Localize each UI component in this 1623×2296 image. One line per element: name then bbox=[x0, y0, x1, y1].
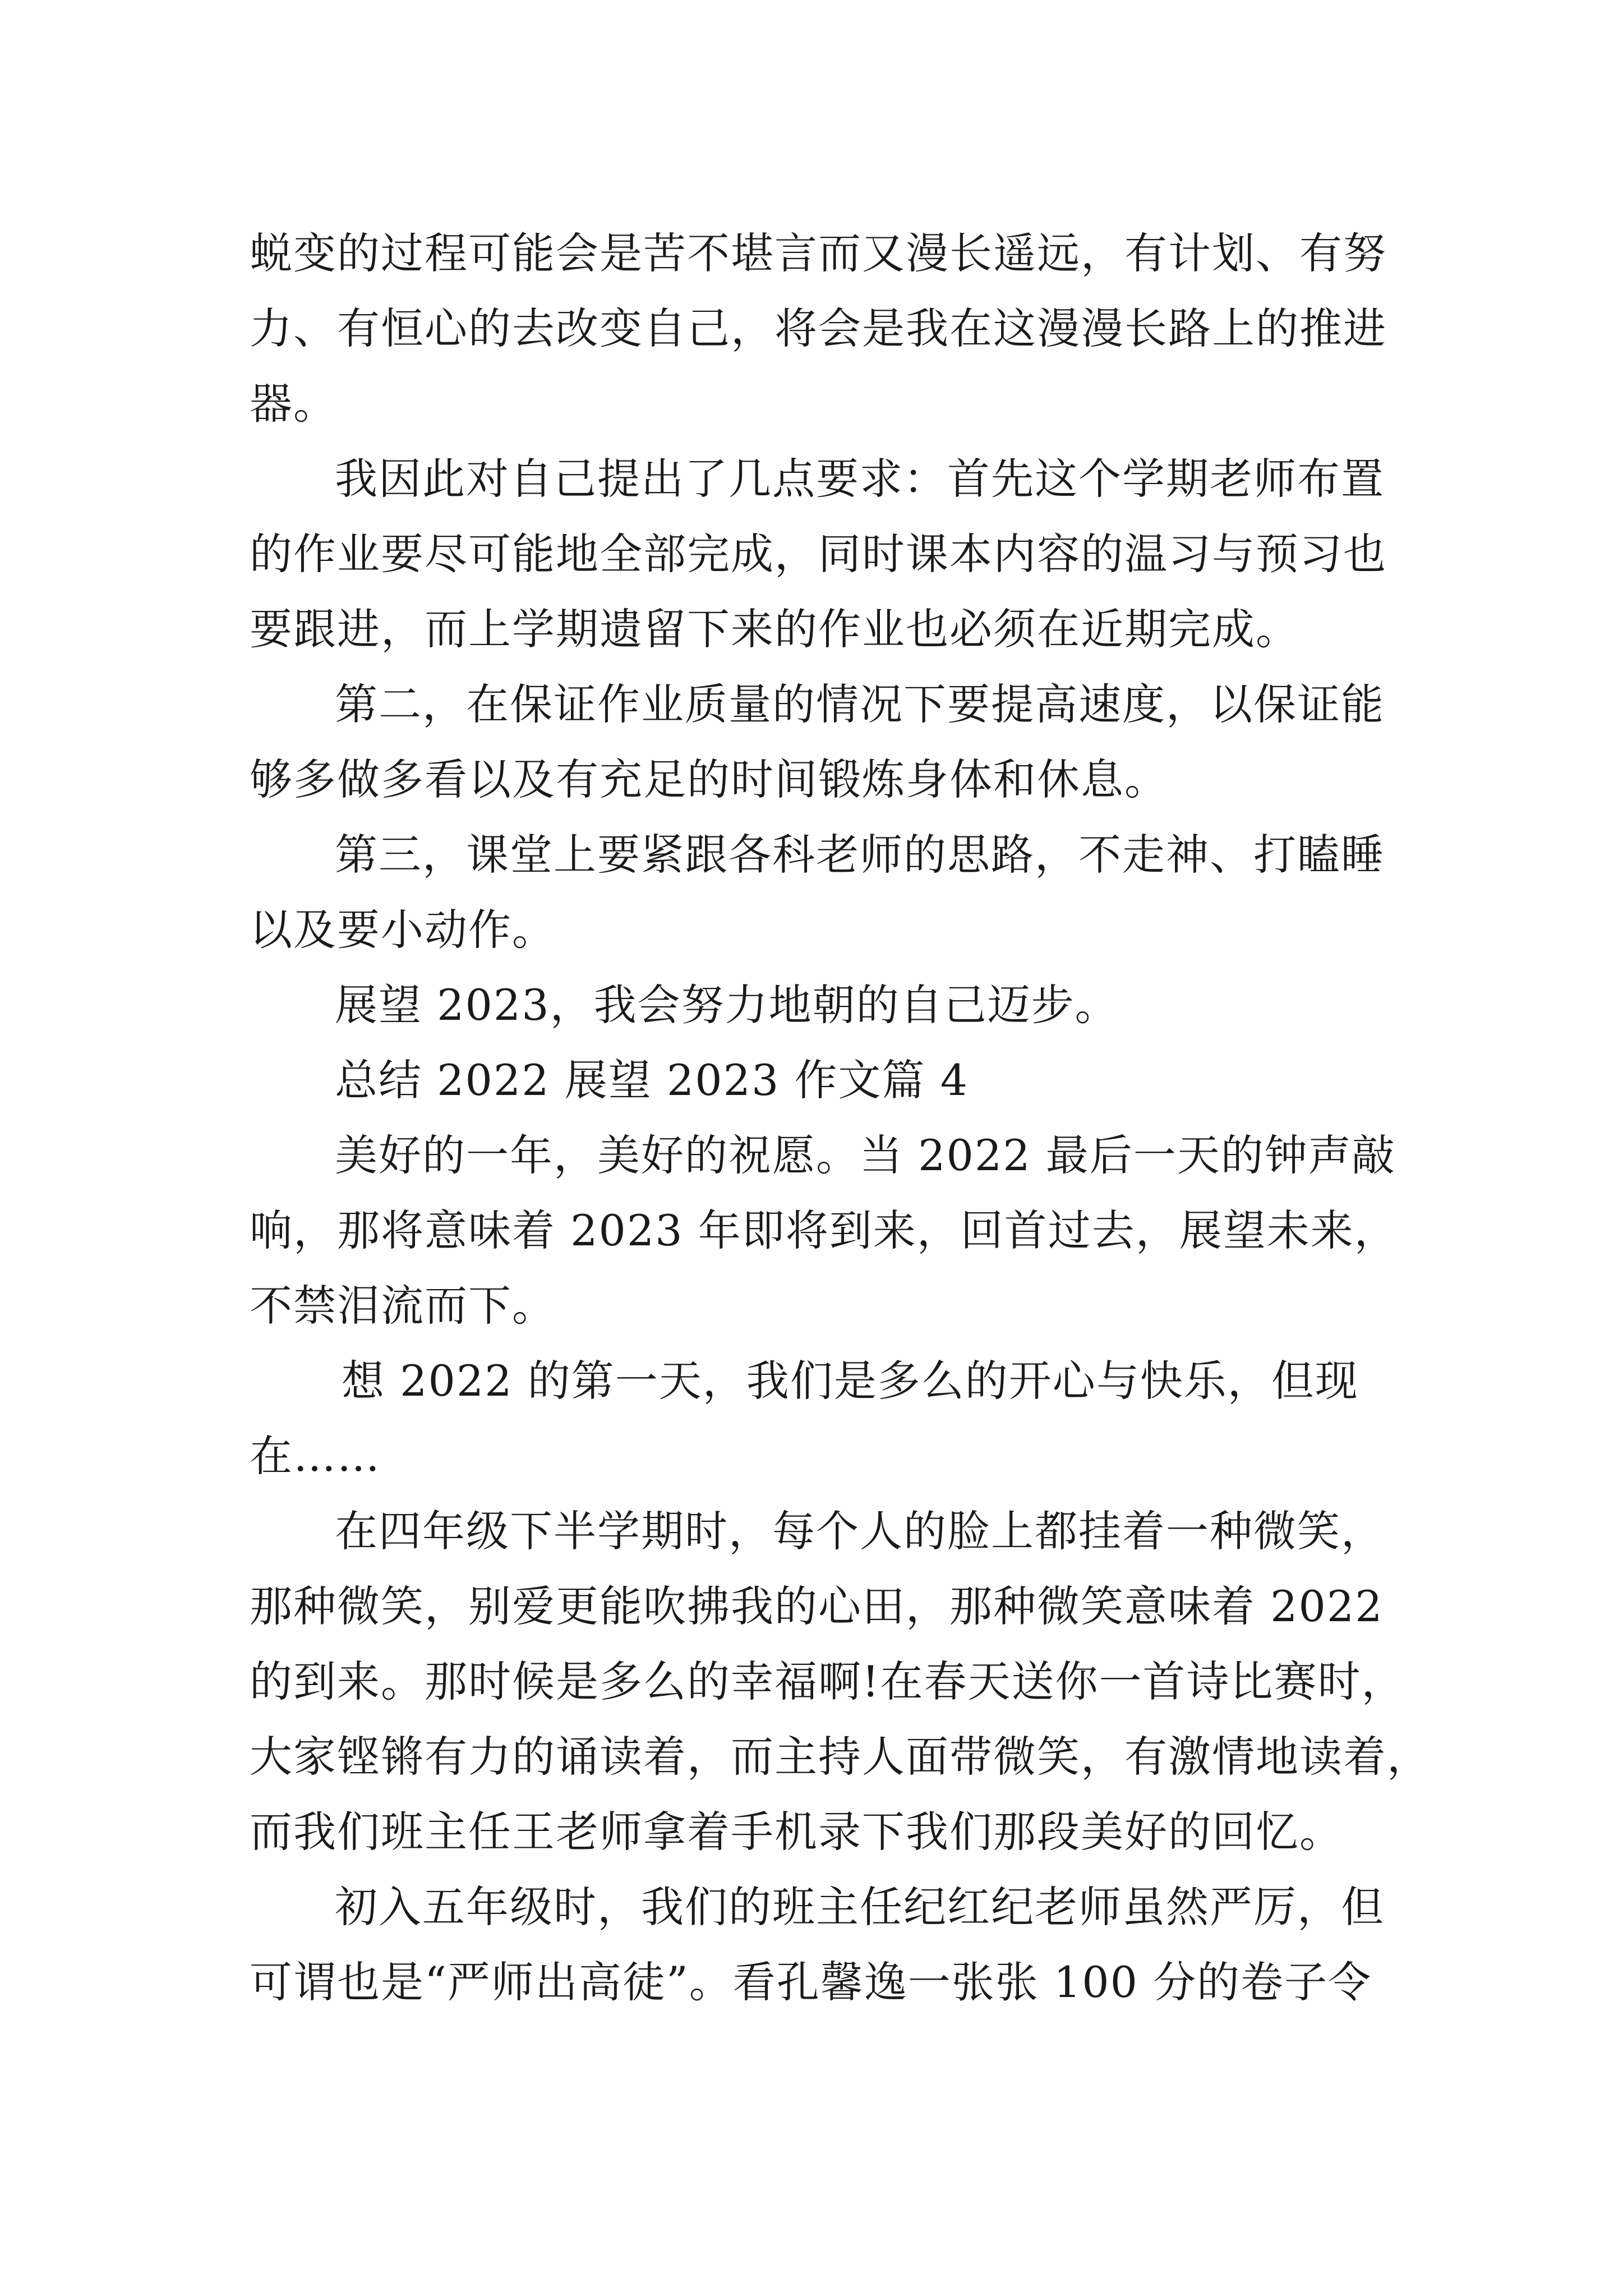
text-line: 在…… bbox=[250, 1431, 381, 1481]
document-body bbox=[250, 216, 1431, 2020]
text-line: 展望 2023，我会努力地朝的自己迈步。 bbox=[335, 980, 1119, 1030]
text-line: 第三，课堂上要紧跟各科老师的思路，不走神、打瞌睡 bbox=[335, 830, 1385, 880]
text-line: 想 2022 的第一天，我们是多么的开心与快乐，但现 bbox=[342, 1356, 1359, 1406]
text-line: 蜕变的过程可能会是苦不堪言而又漫长遥远，有计划、有努 bbox=[250, 228, 1387, 278]
text-line: 的作业要尽可能地全部完成，同时课本内容的温习与预习也 bbox=[250, 529, 1387, 579]
section-heading: 总结 2022 展望 2023 作文篇 4 bbox=[335, 1055, 969, 1105]
text-line: 力、有恒心的去改变自己，将会是我在这漫漫长路上的推进 bbox=[250, 303, 1387, 353]
text-line: 要跟进，而上学期遗留下来的作业也必须在近期完成。 bbox=[250, 604, 1299, 654]
text-line: 响，那将意味着 2023 年即将到来，回首过去，展望未来， bbox=[250, 1205, 1398, 1255]
text-line: 第二，在保证作业质量的情况下要提高速度，以保证能 bbox=[335, 679, 1385, 729]
text-line: 可谓也是“严师出高徒”。看孔馨逸一张张 100 分的卷子令 bbox=[250, 1957, 1372, 2007]
text-line: 大家铿锵有力的诵读着，而主持人面带微笑，有激情地读着， bbox=[250, 1732, 1431, 1782]
text-line: 够多做多看以及有充足的时间锻炼身体和休息。 bbox=[250, 754, 1168, 804]
text-line: 我因此对自己提出了几点要求：首先这个学期老师布置 bbox=[335, 454, 1385, 504]
text-line: 美好的一年，美好的祝愿。当 2022 最后一天的钟声敲 bbox=[335, 1130, 1396, 1180]
text-line: 在四年级下半学期时，每个人的脸上都挂着一种微笑， bbox=[335, 1506, 1385, 1556]
text-line: 的到来。那时候是多么的幸福啊!在春天送你一首诗比赛时， bbox=[250, 1657, 1405, 1706]
text-line: 初入五年级时，我们的班主任纪红纪老师虽然严厉，但 bbox=[335, 1882, 1385, 1932]
text-line: 器。 bbox=[250, 379, 337, 429]
text-line: 那种微笑，别爱更能吹拂我的心田，那种微笑意味着 2022 bbox=[250, 1581, 1384, 1631]
text-line: 以及要小动作。 bbox=[250, 905, 556, 955]
text-line: 而我们班主任王老师拿着手机录下我们那段美好的回忆。 bbox=[250, 1807, 1343, 1857]
text-line: 不禁泪流而下。 bbox=[250, 1281, 556, 1331]
